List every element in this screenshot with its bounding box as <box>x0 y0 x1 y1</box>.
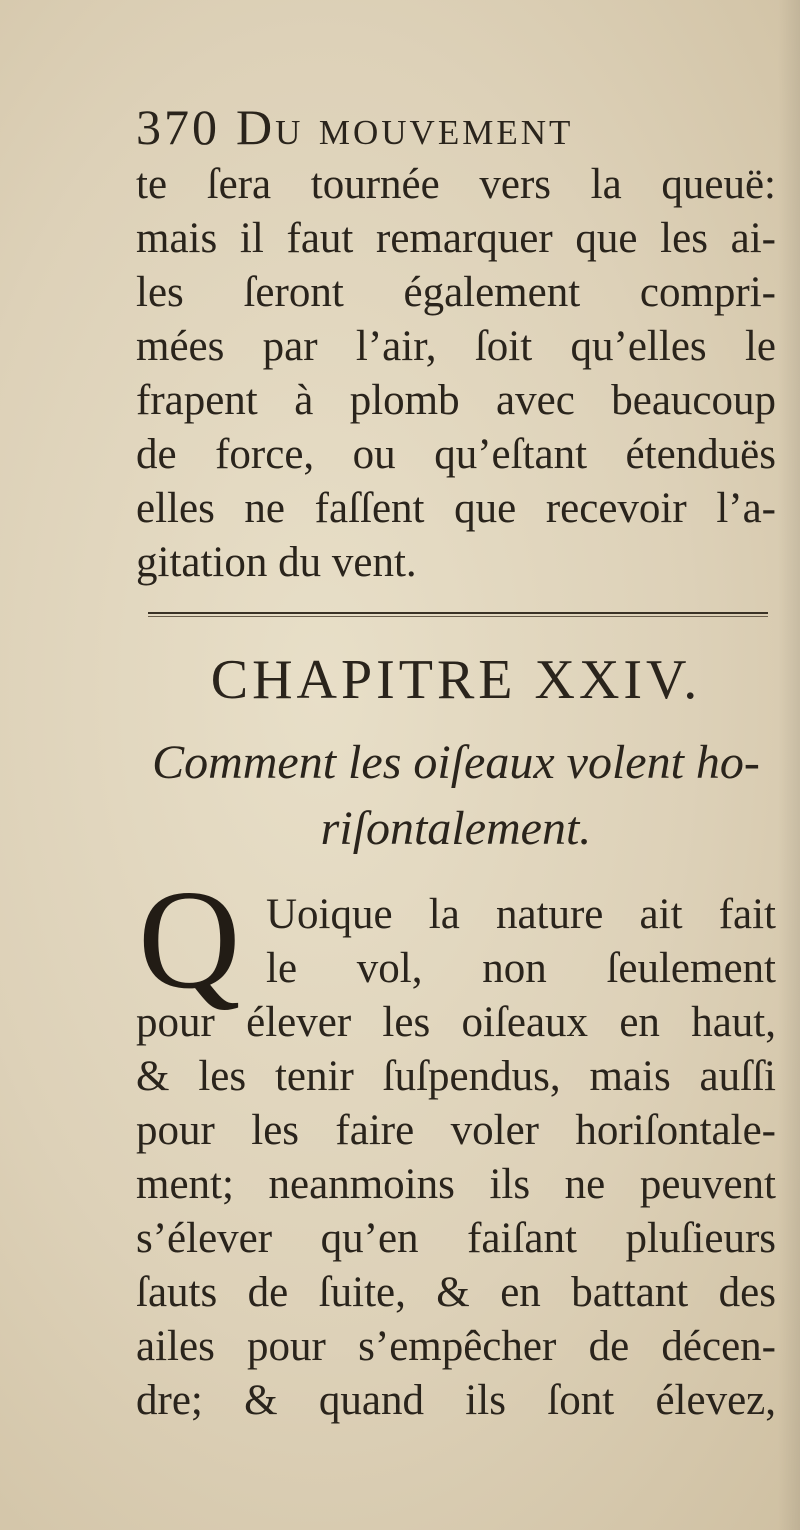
page-number: 370 <box>136 99 220 155</box>
section-divider <box>148 612 768 617</box>
text-line: elles ne faſſent que recevoir l’a- <box>136 485 776 532</box>
text-line: de force, ou qu’eſtant étenduës <box>136 431 776 478</box>
text-line: s’élever qu’en faiſant pluſieurs <box>136 1215 776 1262</box>
text-line: ment; neanmoins ils ne peuvent <box>136 1161 776 1208</box>
page-header <box>136 98 766 156</box>
main-paragraph <box>136 888 776 1428</box>
text-line: pour élever les oiſeaux en haut, <box>136 999 776 1046</box>
text-line: pour les faire voler horiſontale- <box>136 1107 776 1154</box>
chapter-heading: CHAPITRE XXIV. <box>210 649 702 711</box>
text-line: & les tenir ſuſpendus, mais auſſi <box>136 1053 776 1100</box>
text-line: frapent à plomb avec beaucoup <box>136 377 776 424</box>
text-line: le vol, non ſeulement <box>266 945 776 992</box>
text-line: mées par l’air, ſoit qu’elles le <box>136 323 776 370</box>
text-line: mais il faut remarquer que les ai- <box>136 215 776 262</box>
text-line: gitation du vent. <box>136 539 417 586</box>
text-line: les ſeront également compri- <box>136 269 776 316</box>
subtitle-line: Comment les oiſeaux volent ho- <box>152 736 760 789</box>
text-line: ailes pour s’empêcher de décen- <box>136 1323 776 1370</box>
top-paragraph <box>136 158 776 590</box>
running-title: Du mouvement <box>236 99 574 155</box>
chapter-subtitle <box>136 730 776 862</box>
drop-cap: Q <box>138 860 241 1018</box>
subtitle-line: riſontalement. <box>320 802 592 855</box>
text-line: te ſera tournée vers la queuë: <box>136 161 776 208</box>
text-line: dre; & quand ils ſont élevez, <box>136 1377 776 1424</box>
text-line: Uoique la nature ait fait <box>266 891 776 938</box>
text-line: ſauts de ſuite, & en battant des <box>136 1269 776 1316</box>
